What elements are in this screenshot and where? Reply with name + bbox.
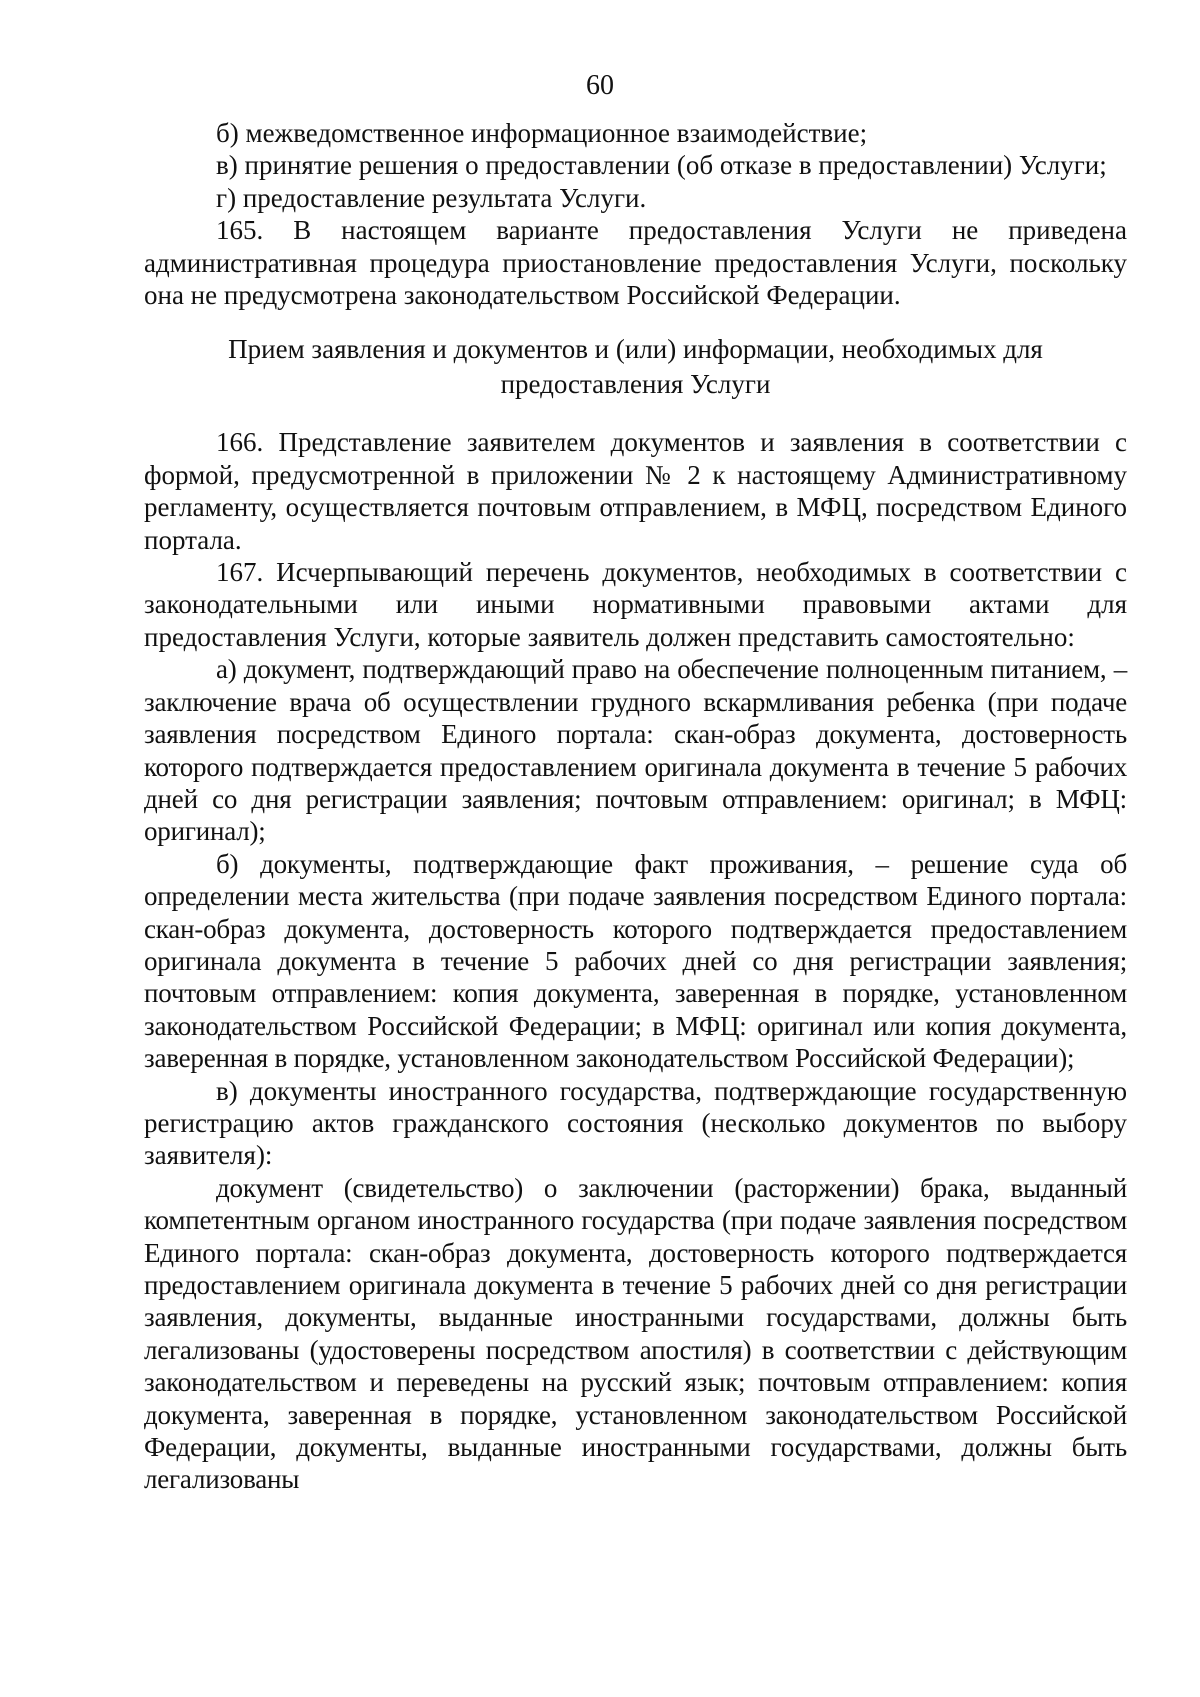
paragraph-g-result: г) предоставление результата Услуги. bbox=[216, 182, 647, 213]
paragraph-b-interagency: б) межведомственное информационное взаимодействие; bbox=[216, 118, 868, 148]
paragraph-v-decision: в) принятие решения о предоставлении (об отказе в предоставлении) Услуги; bbox=[216, 150, 1107, 181]
paragraph-166: 166. Представление заявителем документов и заявления в соответствии с формой, предусмотренной в приложении № 2 к настоящему Административному регламенту, осуществляется почтовым отправлением, в МФЦ, посредством Единого портала. bbox=[144, 427, 1127, 555]
page-number: 60 bbox=[586, 70, 614, 101]
paragraph-167-a: а) документ, подтверждающий право на обеспечение полноценным питанием, – заключение врача об осуществлении грудного вскармливания ребенка (при подаче заявления посредством Единого портала: скан-образ документа, достоверность которого подтверждается предоставлением оригинала документа в течение 5 рабочих дней со дня регистрации заявления; почтовым отправлением: оригинал; в МФЦ: оригинал); bbox=[144, 654, 1127, 847]
paragraph-marriage-certificate: документ (свидетельство) о заключении (расторжении) брака, выданный компетентным органом иностранного государства (при подаче заявления посредством Единого портала: скан-образ документа, достоверность которого подтверждается предоставлением оригинала документа в течение 5 рабочих дней со дня регистрации заявления, документы, выданные иностранными государствами, должны быть легализованы (удостоверены посредством апостиля) в соответствии с действующим законодательством и переведены на русский язык; почтовым отправлением: копия документа, заверенная в порядке, установленном законодательством Российской Федерации, документы, выданные иностранными государствами, должны быть легализованы bbox=[144, 1172, 1127, 1495]
paragraph-167-b: б) документы, подтверждающие факт проживания, – решение суда об определении места жительства (при подаче заявления посредством Единого портала: скан-образ документа, достоверность которого подтверждается предоставлением оригинала документа в течение 5 рабочих дней со дня регистрации заявления; почтовым отправлением: копия документа, заверенная в порядке, установленном законодательством Российской Федерации; в МФЦ: оригинал или копия документа, заверенная в порядке, установленном законодательством Российской Федерации); bbox=[144, 848, 1127, 1074]
paragraph-167: 167. Исчерпывающий перечень документов, необходимых в соответствии с законодательными или иными нормативными правовыми актами для предоставления Услуги, которые заявитель должен представить самостоятельно: bbox=[144, 557, 1127, 652]
paragraph-165: 165. В настоящем варианте предоставления Услуги не приведена административная процедура приостановление предоставления Услуги, поскольку она не предусмотрена законодательством Российской Федерации. bbox=[144, 215, 1127, 311]
section-heading-line-2: предоставления Услуги bbox=[500, 369, 771, 400]
section-heading-line-1: Прием заявления и документов и (или) информации, необходимых для bbox=[228, 334, 1043, 365]
document-body bbox=[144, 117, 1127, 1496]
paragraph-167-v: в) документы иностранного государства, подтверждающие государственную регистрацию актов гражданского состояния (несколько документов по выбору заявителя): bbox=[144, 1075, 1127, 1171]
section-heading bbox=[144, 332, 1127, 402]
